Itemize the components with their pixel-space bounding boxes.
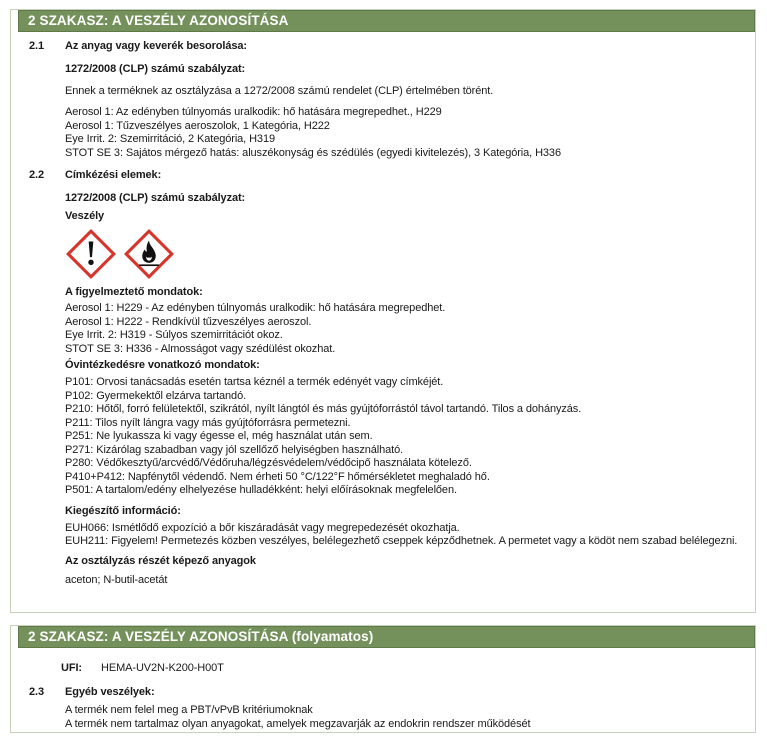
signal-word: Veszély (65, 210, 105, 222)
subsection-2-3-heading-row (29, 686, 741, 698)
precautionary-statement-line: P211: Tilos nyílt lángra vagy más gyújtóforrásra permetezni. (65, 416, 351, 429)
precautionary-statement-line: P410+P412: Napfénytől védendő. Nem érheti 50 °C/122°F hőmérsékletet meghaladó hő. (65, 470, 490, 483)
clp-regulation-heading: 1272/2008 (CLP) számú szabályzat: (65, 63, 246, 75)
classification-substances-value: aceton; N-butil-acetát (65, 573, 168, 586)
ghs02-flame-icon (123, 228, 175, 280)
hazard-statements-list (65, 302, 741, 356)
hazard-statement-line: Aerosol 1: H229 - Az edényben túlnyomás uralkodik: hő hatására megrepedhet. (65, 302, 446, 314)
subsection-number: 2.2 (29, 169, 44, 181)
other-hazards-line: A termék nem felel meg a PBT/vPvB kritériumoknak (65, 704, 313, 716)
hazard-statement-line: STOT SE 3: H336 - Almosságot vagy szédülést okozhat. (65, 342, 336, 355)
supplementary-info-heading: Kiegészítő információ: (65, 504, 181, 517)
other-hazards-list (65, 704, 741, 731)
classification-list (65, 106, 741, 160)
euh-statement-line: EUH066: Ismétlődő expozíció a bőr kiszáradását vagy megrepedezését okozhatja. (65, 521, 460, 534)
section-2-box (10, 9, 756, 613)
ufi-label: UFI: (61, 662, 82, 674)
precautionary-statement-line: P251: Ne lyukassza ki vagy égesse el, még használat után sem. (65, 430, 373, 442)
classification-intro: Ennek a terméknek az osztályzása a 1272/2008 számú rendelet (CLP) értelmében törént. (65, 85, 494, 97)
precautionary-statement-line: P280: Védőkesztyű/arcvédő/Védőruha/légzésvédelem/védőcipő használata kötelező. (65, 457, 472, 469)
precautionary-statement-line: P210: Hőtől, forró felületektől, szikrától, nyílt lángtól és más gyújtóforrástól távol tartandó. Tilos a dohányzás. (65, 403, 582, 415)
section-2-continued-header-bar: 2 SZAKASZ: A VESZÉLY AZONOSÍTÁSA (folyamatos) (18, 626, 755, 648)
subsection-number: 2.1 (29, 40, 44, 52)
classification-substances-heading: Az osztályzás részét képező anyagok (65, 554, 256, 567)
ghs-pictogram-row (65, 228, 741, 280)
precautionary-statement-line: P271: Kizárólag szabadban vagy jól szellőző helyiségben használható. (65, 443, 404, 456)
section-2-continued-content (11, 662, 755, 731)
subsection-2-2-heading-row (29, 169, 741, 181)
subsection-number: 2.3 (29, 686, 44, 698)
hazard-statement-line: Aerosol 1: H222 - Rendkívül tűzveszélyes aeroszol. (65, 315, 312, 328)
subsection-title: Az anyag vagy keverék besorolása: (65, 40, 247, 52)
ghs07-exclamation-icon (65, 228, 117, 280)
section-2-header-bar: 2 SZAKASZ: A VESZÉLY AZONOSÍTÁSA (18, 10, 755, 32)
hazard-statements-heading: A figyelmeztető mondatok: (65, 286, 203, 298)
clp-regulation-heading: 1272/2008 (CLP) számú szabályzat: (65, 192, 246, 204)
precautionary-statement-line: P501: A tartalom/edény elhelyezése hulladékként: helyi előírásoknak megfelelően. (65, 484, 457, 496)
hazard-statement-line: Eye Irrit. 2: H319 - Súlyos szemirritációt okoz. (65, 329, 283, 341)
section-2-content (11, 40, 755, 586)
subsection-title: Címkézési elemek: (65, 169, 162, 181)
subsection-2-1-heading-row (29, 40, 741, 52)
ufi-row (61, 662, 741, 674)
supplementary-info-list (65, 522, 741, 549)
precautionary-statement-line: P101: Orvosi tanácsadás esetén tartsa kéznél a termék edényét vagy címkéjét. (65, 376, 444, 388)
classification-line: Eye Irrit. 2: Szemirritáció, 2 Kategória, H319 (65, 133, 275, 145)
ufi-value: HEMA-UV2N-K200-H00T (101, 662, 224, 674)
precautionary-statements-heading: Óvintézkedésre vonatkozó mondatok: (65, 359, 260, 371)
subsection-title: Egyéb veszélyek: (65, 686, 155, 698)
classification-line: Aerosol 1: Tűzveszélyes aeroszolok, 1 Kategória, H222 (65, 119, 330, 132)
other-hazards-line: A termék nem tartalmaz olyan anyagokat, amelyek megzavarják az endokrin rendszer működését (65, 717, 531, 730)
classification-line: STOT SE 3: Sajátos mérgező hatás: aluszékonyság és szédülés (egyedi kivitelezés), 3 Kategória, H336 (65, 146, 561, 159)
precautionary-statement-line: P102: Gyermekektől elzárva tartandó. (65, 389, 247, 402)
euh-statement-line: EUH211: Figyelem! Permetezés közben veszélyes, belélegezhető cseppek képződhetnek. A permetet vagy a ködöt nem szabad belélegezni. (65, 535, 738, 547)
precautionary-statements-list (65, 376, 741, 498)
section-2-continued-box (10, 625, 756, 733)
classification-line: Aerosol 1: Az edényben túlnyomás uralkodik: hő hatására megrepedhet., H229 (65, 106, 442, 118)
